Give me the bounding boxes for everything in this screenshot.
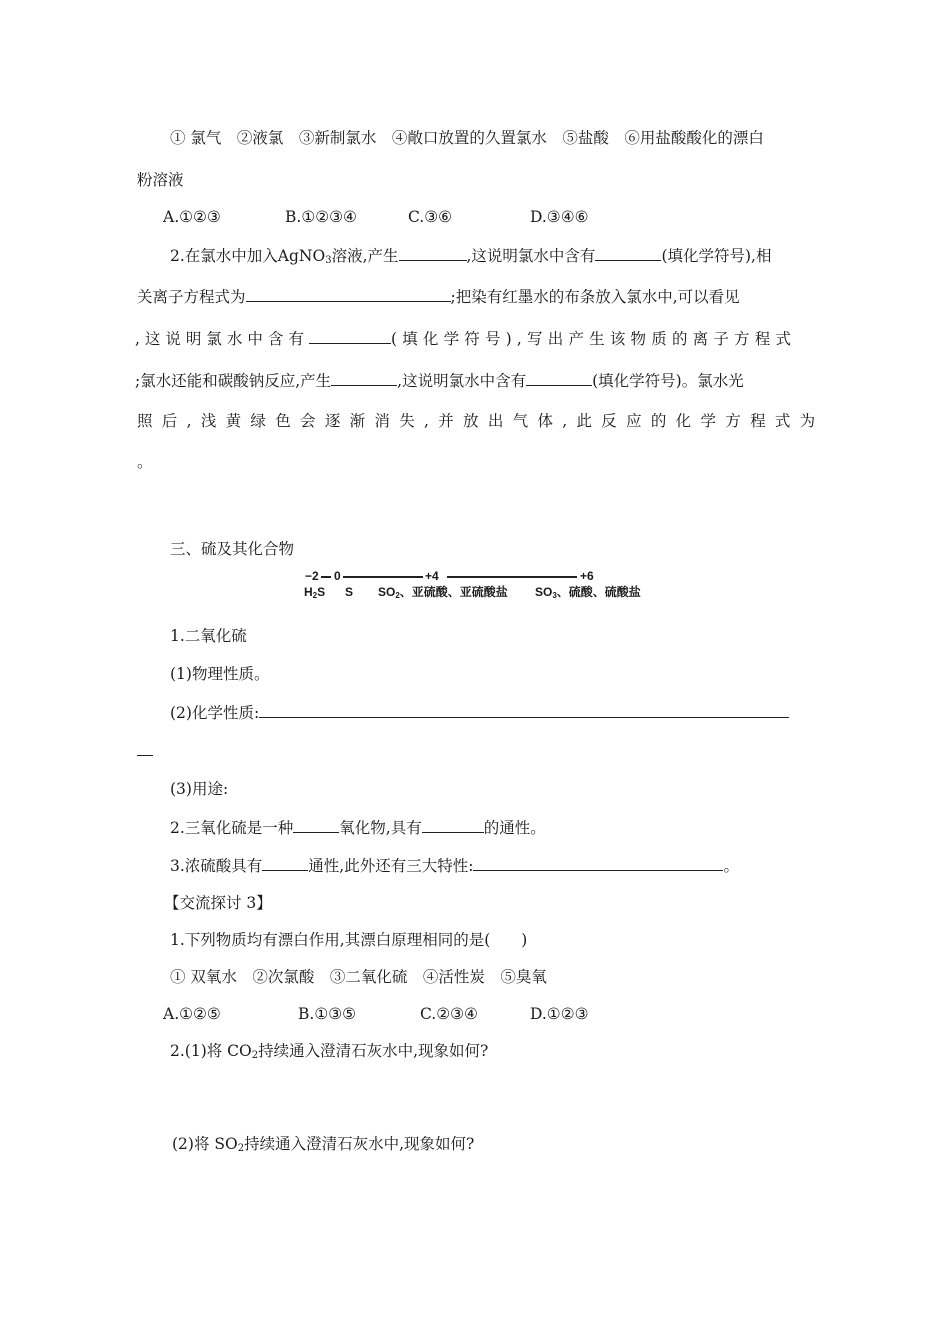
answer-blank[interactable] bbox=[526, 370, 592, 386]
d2-q2-text-a: (2)将 SO bbox=[172, 1135, 238, 1153]
d1-question: 1.下列物质均有漂白作用,其漂白原理相同的是( ) bbox=[170, 931, 528, 949]
q2-line2-text-b: ;把染有红墨水的布条放入氯水中,可以看见 bbox=[450, 288, 740, 306]
item3-text-a: 3.浓硫酸具有 bbox=[170, 857, 263, 875]
q2-line2-text-a: 关离子方程式为 bbox=[137, 288, 246, 306]
valence-minus2: −2 bbox=[305, 569, 319, 583]
q2-line2 bbox=[137, 286, 740, 307]
valence-line bbox=[321, 576, 331, 578]
so2-formula: SO bbox=[378, 585, 396, 599]
item2-text-c: 的通性。 bbox=[483, 819, 546, 837]
q1-options-line1 bbox=[170, 128, 815, 148]
answer-blank[interactable] bbox=[473, 855, 723, 871]
item3 bbox=[170, 855, 739, 876]
valence-0: 0 bbox=[334, 569, 341, 583]
q2-line5-text: 照后,浅黄绿色会逐渐消失,并放出气体,此反应的化学方程式为 bbox=[137, 412, 825, 430]
valence-line bbox=[343, 576, 423, 578]
h2s-label bbox=[304, 585, 325, 603]
answer-blank[interactable] bbox=[331, 370, 397, 386]
q1-choice-b: B.①②③④ bbox=[285, 208, 357, 226]
discussion-title: 【交流探讨 3】 bbox=[164, 894, 272, 912]
co2-subscript: 2 bbox=[251, 1050, 259, 1061]
q2-line1 bbox=[170, 245, 771, 271]
answer-blank[interactable] bbox=[309, 328, 391, 344]
valence-plus6: +6 bbox=[580, 569, 594, 583]
q2-line3-text-b: (填化学符号),写出产生该物质的离子方程式 bbox=[390, 330, 797, 348]
q2-line3-text-a: ,这说明氯水中含有 bbox=[135, 330, 309, 348]
h2s-subscript: 2 bbox=[312, 591, 318, 600]
q1-options-line2: 粉溶液 bbox=[137, 171, 184, 189]
d1-choice-a: A.①②⑤ bbox=[163, 1005, 221, 1023]
valence-plus4: +4 bbox=[425, 569, 439, 583]
d1-choice-b: B.①③⑤ bbox=[298, 1005, 357, 1023]
so2-subscript: 2 bbox=[395, 591, 400, 600]
q1-choice-a: A.①②③ bbox=[163, 208, 221, 226]
item1-chemical-label: (2)化学性质: bbox=[170, 704, 260, 722]
h2s-s: S bbox=[317, 585, 326, 599]
answer-blank[interactable] bbox=[595, 245, 661, 261]
so2-label bbox=[378, 585, 508, 603]
q2-line1-text-c: ,这说明氯水中含有 bbox=[466, 247, 596, 265]
item1-usage: (3)用途: bbox=[170, 780, 229, 798]
h2s-h: H bbox=[304, 585, 313, 599]
q2-line5 bbox=[137, 411, 825, 431]
so2-q-subscript: 2 bbox=[237, 1143, 245, 1154]
item3-text-b: 通性,此外还有三大特性: bbox=[308, 857, 474, 875]
so2-compounds: 、亚硫酸、亚硫酸盐 bbox=[399, 585, 508, 599]
q1-choice-d: D.③④⑥ bbox=[530, 208, 589, 226]
d2-q2-text-b: 持续通入澄清石灰水中,现象如何? bbox=[244, 1135, 475, 1153]
q2-line1-text-a: 2.在氯水中加入 bbox=[170, 247, 278, 265]
item2 bbox=[170, 817, 546, 838]
q2-line4-text-a: ;氯水还能和碳酸钠反应,产生 bbox=[135, 372, 332, 390]
d1-options: ① 双氧水 ②次氯酸 ③二氧化硫 ④活性炭 ⑤臭氧 bbox=[170, 968, 547, 986]
answer-blank[interactable] bbox=[399, 245, 467, 261]
agno3-subscript: 3 bbox=[325, 255, 332, 266]
d2-q1-text-b: 持续通入澄清石灰水中,现象如何? bbox=[258, 1042, 489, 1060]
so3-formula: SO bbox=[535, 585, 553, 599]
q2-line1-text-d: (填化学符号),相 bbox=[661, 247, 772, 265]
sulfur-valence-diagram bbox=[300, 569, 660, 601]
q1-choice-c: C.③⑥ bbox=[408, 208, 453, 226]
q2-line1-text-b: 溶液,产生 bbox=[331, 247, 399, 265]
s-label: S bbox=[345, 585, 354, 599]
so3-compounds: 、硫酸、硫酸盐 bbox=[556, 585, 641, 599]
item3-text-c: 。 bbox=[723, 857, 739, 875]
q1-options-text: ① 氯气 ②液氯 ③新制氯水 ④敞口放置的久置氯水 ⑤盐酸 ⑥用盐酸酸化的漂白 bbox=[170, 129, 764, 147]
answer-blank[interactable] bbox=[262, 855, 308, 871]
q2-line4-text-b: ,这说明氯水中含有 bbox=[397, 372, 527, 390]
d2-question-2 bbox=[172, 1134, 474, 1159]
answer-blank[interactable] bbox=[259, 702, 789, 718]
q2-line6: 。 bbox=[137, 453, 153, 471]
answer-blank[interactable] bbox=[246, 286, 451, 302]
item1-chemical bbox=[170, 702, 789, 723]
answer-blank[interactable] bbox=[293, 817, 339, 833]
so3-subscript: 3 bbox=[552, 591, 557, 600]
item2-text-b: 氧化物,具有 bbox=[339, 819, 422, 837]
agno3-formula: AgNO bbox=[277, 247, 326, 265]
d1-choice-d: D.①②③ bbox=[530, 1005, 589, 1023]
section-heading: 三、硫及其化合物 bbox=[170, 540, 295, 558]
item1-physical: (1)物理性质。 bbox=[170, 665, 270, 683]
item1-title: 1.二氧化硫 bbox=[170, 627, 247, 645]
so3-label bbox=[535, 585, 641, 603]
q2-line4 bbox=[135, 370, 744, 391]
d2-question-1 bbox=[170, 1041, 488, 1066]
item2-text-a: 2.三氧化硫是一种 bbox=[170, 819, 294, 837]
answer-blank[interactable] bbox=[422, 817, 484, 833]
item1-chemical-cont bbox=[137, 740, 153, 761]
d1-choice-c: C.②③④ bbox=[420, 1005, 478, 1023]
d2-q1-text-a: 2.(1)将 CO bbox=[170, 1042, 252, 1060]
q2-line4-text-c: (填化学符号)。氯水光 bbox=[592, 372, 744, 390]
answer-blank[interactable] bbox=[137, 740, 153, 756]
valence-line bbox=[447, 576, 577, 578]
q2-line3 bbox=[135, 328, 815, 349]
